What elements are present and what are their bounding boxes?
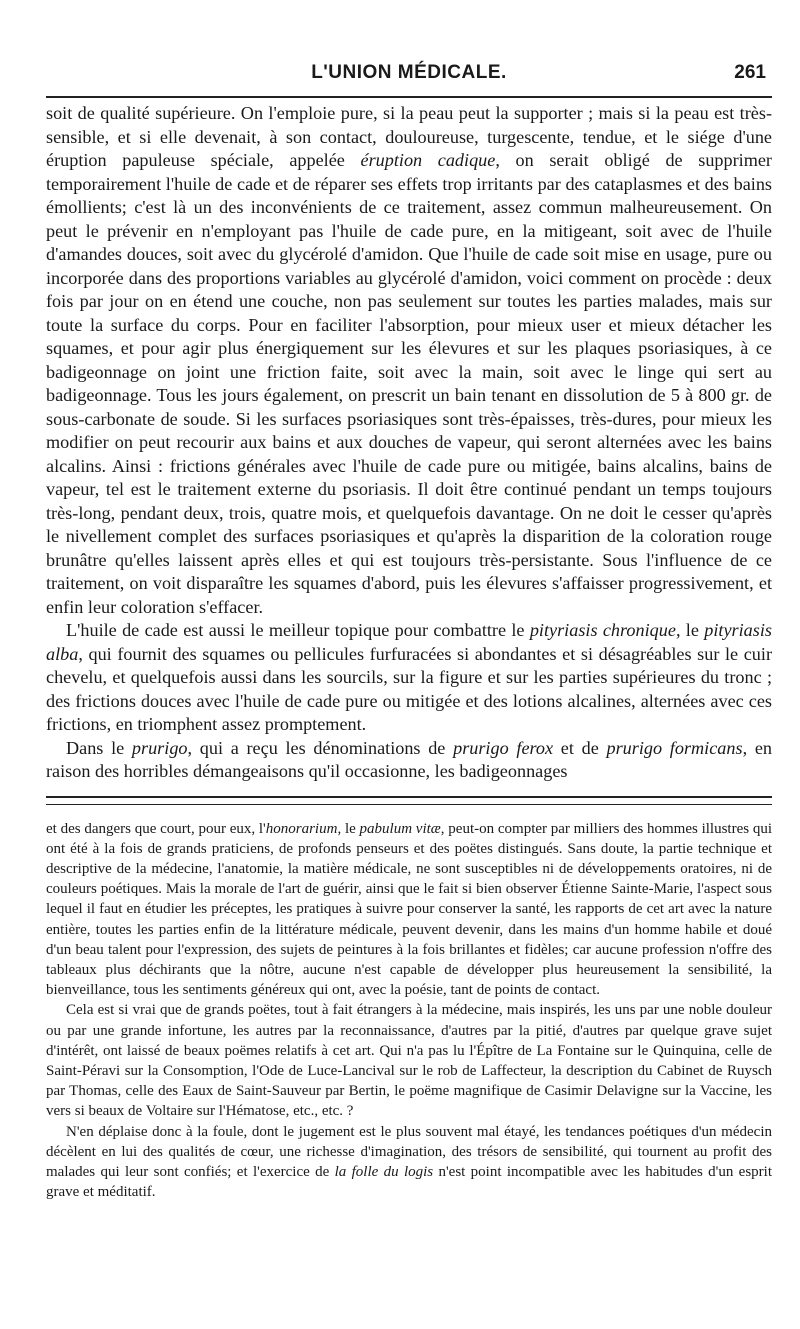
paragraph-pityriasis: L'huile de cade est aussi le meilleur topique pour combattre le pityriasis chronique, le pityriasis alba, qui fournit des squames ou pellicules furfuracées si abondantes et si désagréables sur le cuir chevelu, et quelquefois aussi dans les sourcils, sur la figure et sur les parties supérieures du tronc ; des frictions douces avec l'huile de cade pure ou mitigée et des lotions alcalines, alternées avec ces frictions, en triomphent assez promptement. xyxy=(46,620,772,734)
page-number: 261 xyxy=(734,62,766,83)
feuilleton-separator xyxy=(46,796,772,805)
paragraph-prurigo: Dans le prurigo, qui a reçu les dénominations de prurigo ferox et de prurigo formicans, en raison des horribles démangeaisons qu'il occasionne, les badigeonnages xyxy=(46,737,772,781)
journal-title: L'UNION MÉDICALE. xyxy=(311,62,507,83)
feuilleton-paragraph: et des dangers que court, pour eux, l'honorarium, le pabulum vitæ, peut-on compter par milliers des hommes illustres qui ont été à la fois de grands praticiens, de profonds penseurs et des poëtes distingués. Sans doute, la partie technique et descriptive de la médecine, l'anatomie, la matière médicale, ne sont susceptibles ni de développements oratoires, ni de couleurs poétiques. Mais la morale de l'art de guérir, ainsi que le fait si bien observer Étienne Sainte-Marie, l'aspect sous lequel il faut en étudier les préceptes, les pratiques à suivre pour conserver la santé, les rapports de cet art avec la nature entière, toutes les parties enfin de la littérature médicale, peuvent devenir, dans les mains d'un homme habile et doué d'un beau talent pour l'expression, des sujets de peintures à la fois brillantes et fidèles; car aucune profession n'offre des tableaux plus déchirants que la nôtre, aucune n'est capable de développer plus heureusement la sensibilité, la bienveillance, tous les sentiments généreux qui ont, avec la poésie, tant de points de contact. xyxy=(46,820,773,999)
feuilleton-paragraph: N'en déplaise donc à la foule, dont le jugement est le plus souvent mal étayé, les tendances poétiques d'un médecin décèlent en lui des qualités de cœur, une richesse d'imagination, des trésors de sensibilité, qui tournent au profit des malades qui leur sont confiés; et l'exercice de la folle du logis n'est point incompatible avec les habitudes d'un esprit grave et méditatif. xyxy=(46,1123,772,1201)
header-rule xyxy=(46,96,772,98)
running-header xyxy=(46,60,772,96)
main-body-text xyxy=(46,102,772,784)
paragraph-psoriasis-treatment: soit de qualité supérieure. On l'emploie pure, si la peau peut la supporter ; mais si la peau est très-sensible, et si elle devenait, à son contact, douloureuse, turgescente, tendue, et le siége d'une éruption papuleuse spéciale, appelée éruption cadique, on serait obligé de supprimer temporairement l'huile de cade et de réparer ses effets trop irritants par des cataplasmes et des bains émollients; c'est là un des inconvénients de ce traitement, assez commun malheureusement. On peut le prévenir en n'employant pas l'huile de cade pure, en la mitigeant, soit avec de l'huile d'amandes douces, soit avec du glycérolé d'amidon. Que l'huile de cade soit mise en usage, pure ou incorporée dans des proportions variables au glycérolé d'amidon, voici comment on procède : deux fois par jour on en étend une couche, non pas seulement sur toutes les parties malades, mais sur toute la surface du corps. Pour en faciliter l'absorption, pour mieux user et mieux détacher les squames, et pour agir plus énergiquement sur les élevures et sur les plaques psoriasiques, à ce badigeonnage on joint une friction faite, soit avec la main, soit avec le linge qui sert au badigeonnage. Tous les jours également, on prescrit un bain tenant en dissolution de 5 à 800 gr. de sous-carbonate de soude. Si les surfaces psoriasiques sont très-épaisses, très-dures, pour mieux les modifier on peut recourir aux bains et aux douches de vapeur, qui seront alternées avec les bains alcalins. Ainsi : frictions générales avec l'huile de cade pure ou mitigée, bains alcalins, bains de vapeur, tel est le traitement externe du psoriasis. Il doit être continué pendant un temps toujours très-long, pendant deux, trois, quatre mois, et quelquefois davantage. On ne doit le cesser qu'après le nivellement complet des surfaces psoriasiques et qu'après la disparition de la coloration rouge brunâtre qu'elles laissent après elles et qui est toujours très-persistante. Sous l'influence de ce traitement, on voit disparaître les squames d'abord, puis les élevures s'affaisser progressivement, et enfin leur coloration s'effacer. xyxy=(46,103,772,617)
feuilleton-paragraph: Cela est si vrai que de grands poëtes, tout à fait étrangers à la médecine, mais inspirés, les uns par une noble douleur ou par une grande infortune, les autres par la reconnaissance, d'autres par la pitié, d'autres par quelque grave sujet d'intérêt, ont laissé de beaux poëmes relatifs à cet art. Qui n'a pas lu l'Épître de La Fontaine sur le Quinquina, celle de Saint-Péravi sur la Consomption, l'Ode de Luce-Lancival sur le rob de Laffecteur, la description du Cabinet de Ruysch par Thomas, celle des Eaux de Saint-Sauveur par Bertin, le poëme magnifique de Casimir Delavigne sur la Vaccine, les vers si beaux de Voltaire sur l'Hématose, etc., etc. ? xyxy=(46,1002,772,1120)
feuilleton-text xyxy=(46,819,772,1203)
